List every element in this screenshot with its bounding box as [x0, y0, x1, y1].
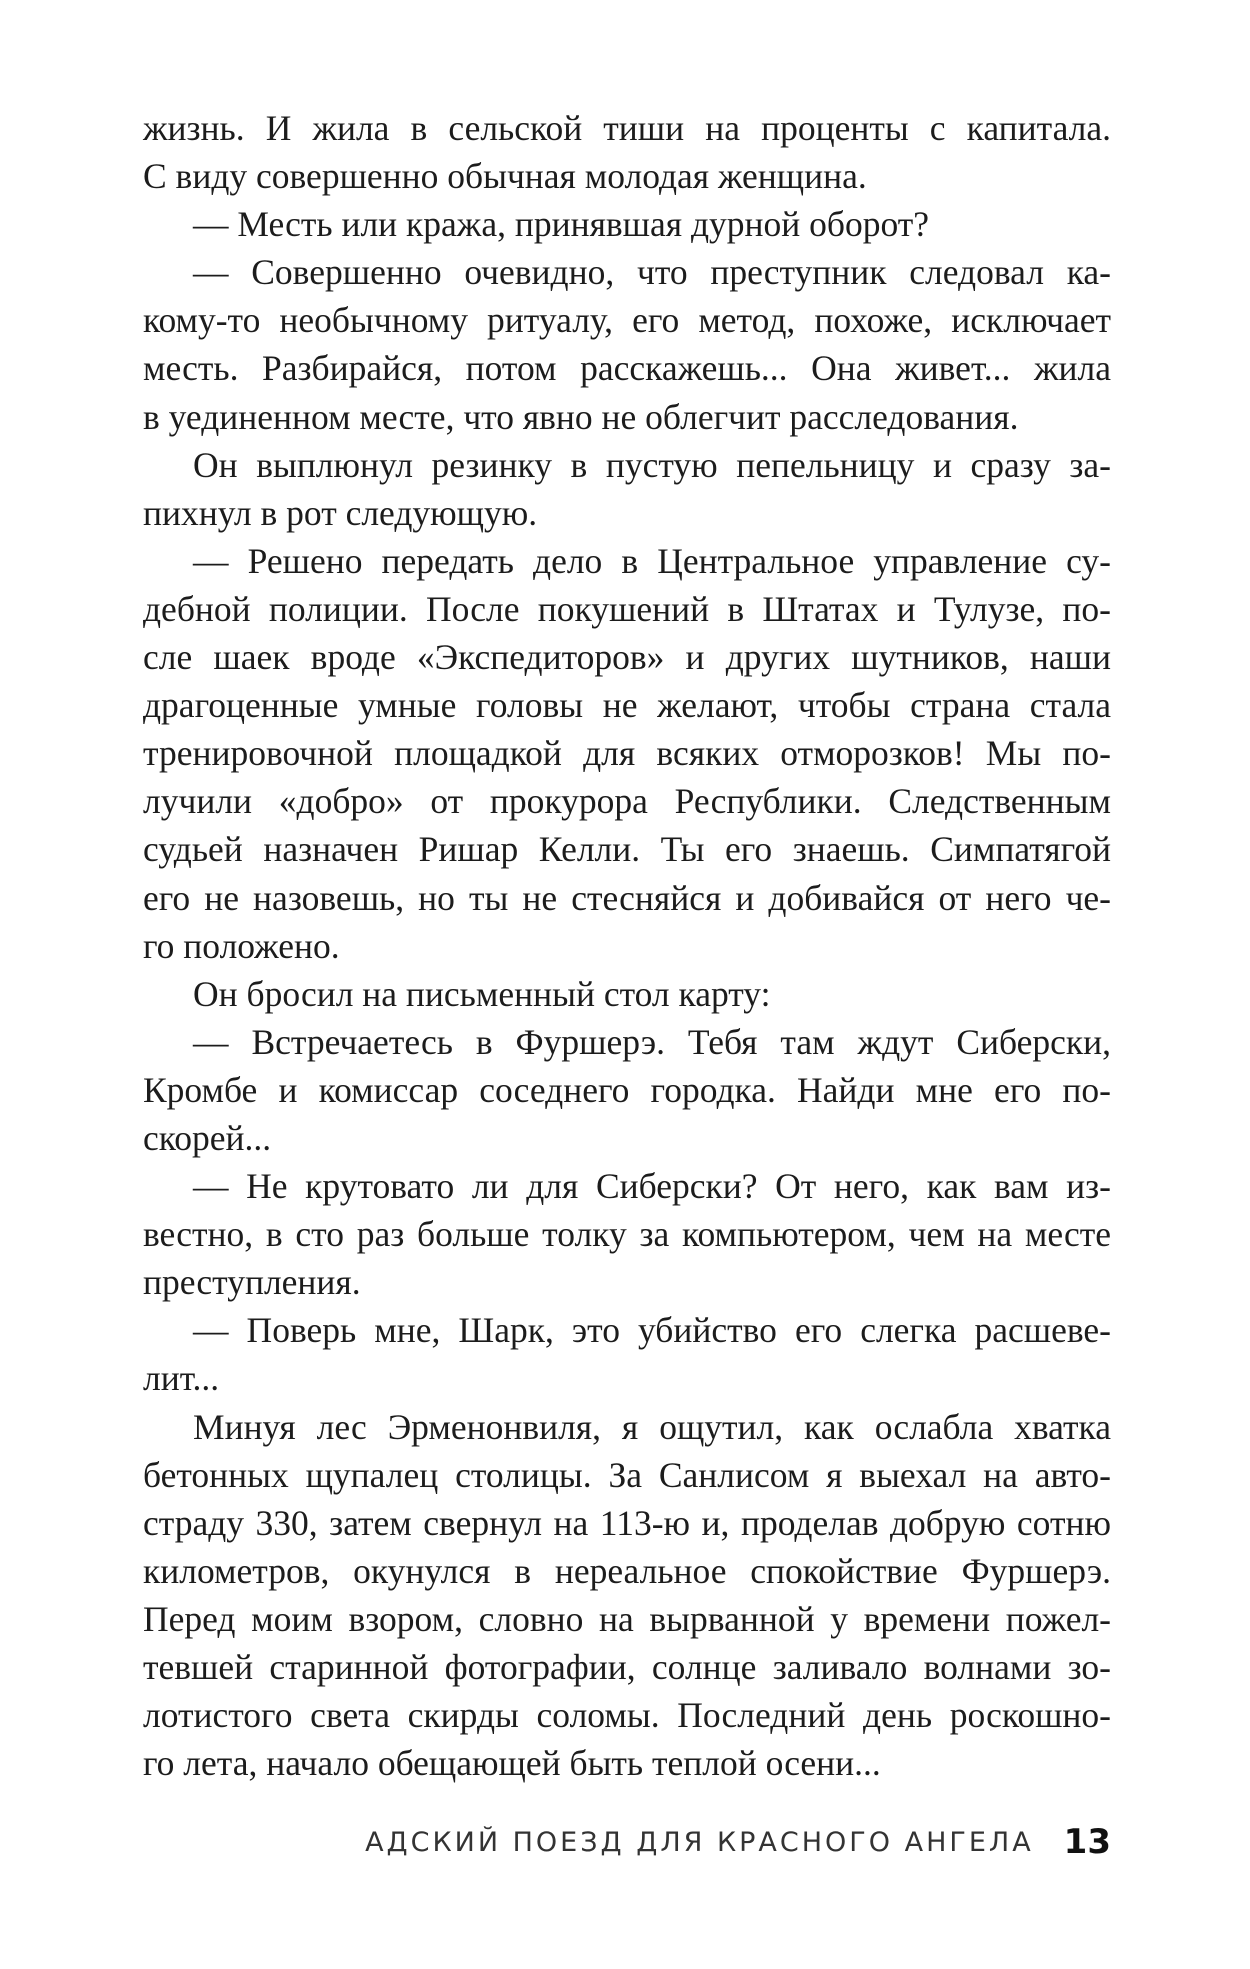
text-line: месть. Разбирайся, потом расскажешь... Она живет... жила — [143, 348, 1111, 389]
text-line: судьей назначен Ришар Келли. Ты его знаешь. Симпатягой — [143, 829, 1111, 870]
text-line: — Не крутовато ли для Сиберски? От него, как вам из- — [193, 1166, 1111, 1207]
text-line: Кромбе и комиссар соседнего городка. Найди мне его по- — [143, 1069, 1111, 1110]
text-line: дебной полиции. После покушений в Штатах и Тулузе, по- — [143, 588, 1111, 629]
text-line: страду 330, затем свернул на 113-ю и, проделав добрую сотню — [143, 1502, 1111, 1543]
text-line: пихнул в рот следующую. — [143, 492, 538, 533]
text-line: — Решено передать дело в Центральное управление су- — [193, 540, 1111, 581]
text-line: го положено. — [143, 925, 340, 966]
text-line: — Месть или кража, принявшая дурной оборот? — [193, 204, 930, 245]
text-line: лит... — [143, 1358, 220, 1399]
text-line: сле шаек вроде «Экспедиторов» и других шутников, наши — [143, 637, 1111, 678]
text-line: кому-то необычному ритуалу, его метод, похоже, исключает — [143, 300, 1111, 341]
text-line: го лета, начало обещающей быть теплой осени... — [143, 1743, 881, 1784]
text-line: лотистого света скирды соломы. Последний день роскошно- — [143, 1695, 1111, 1736]
text-line: — Совершенно очевидно, что преступник следовал ка- — [193, 252, 1111, 293]
text-line: Он бросил на письменный стол карту: — [193, 973, 771, 1014]
text-line: — Поверь мне, Шарк, это убийство его слегка расшеве- — [193, 1310, 1111, 1351]
text-line: километров, окунулся в нереальное спокойствие Фуршерэ. — [143, 1550, 1111, 1591]
text-line: скорей... — [143, 1117, 272, 1158]
text-line: вестно, в сто раз больше толку за компьютером, чем на месте — [143, 1214, 1111, 1255]
text-line: Перед моим взором, словно на вырванной у времени пожел- — [143, 1598, 1111, 1639]
running-title: АДСКИЙ ПОЕЗД ДЛЯ КРАСНОГО АНГЕЛА — [365, 1826, 1034, 1858]
page-body-text — [143, 104, 1111, 1787]
text-line: драгоценные умные головы не желают, чтобы страна стала — [143, 685, 1111, 726]
text-line: преступления. — [143, 1262, 361, 1303]
page-number: 13 — [1063, 1822, 1111, 1862]
text-line: Он выплюнул резинку в пустую пепельницу и сразу за- — [193, 444, 1111, 485]
text-line: жизнь. И жила в сельской тиши на проценты с капитала. — [143, 108, 1111, 148]
text-line: лучили «добро» от прокурора Республики. Следственным — [143, 781, 1111, 822]
text-line: бетонных щупалец столицы. За Санлисом я выехал на авто- — [143, 1454, 1111, 1495]
text-line: его не назовешь, но ты не стесняйся и добивайся от него че- — [143, 877, 1111, 918]
text-line: — Встречаетесь в Фуршерэ. Тебя там ждут Сиберски, — [193, 1021, 1111, 1062]
text-line: тренировочной площадкой для всяких отморозков! Мы по- — [143, 733, 1111, 774]
text-line: С виду совершенно обычная молодая женщина. — [143, 156, 867, 197]
text-line: в уединенном месте, что явно не облегчит расследования. — [143, 396, 1019, 437]
text-line: тевшей старинной фотографии, солнце заливало волнами зо- — [143, 1647, 1111, 1687]
running-footer — [143, 1820, 1111, 1864]
text-line: Минуя лес Эрменонвиля, я ощутил, как ослабла хватка — [193, 1406, 1111, 1447]
